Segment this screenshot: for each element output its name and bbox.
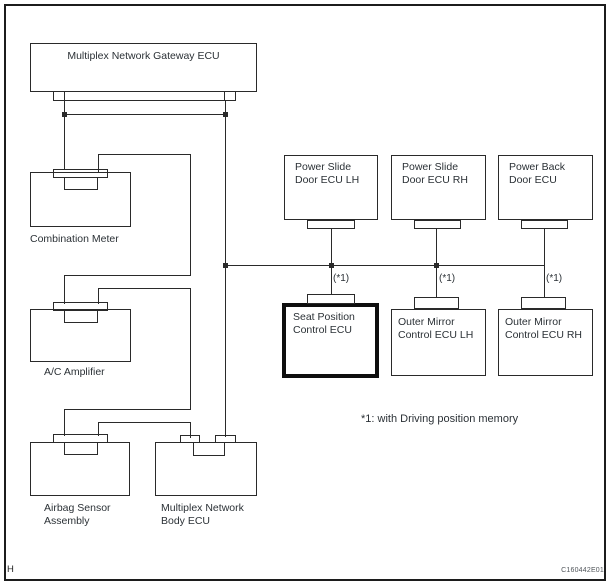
seat-position-label xyxy=(293,311,355,337)
power-back-label xyxy=(509,161,565,187)
combination-meter-terminal xyxy=(64,177,98,190)
mirror-lh-label-line1: Outer Mirror xyxy=(398,316,455,328)
wire-airbag-in-drop xyxy=(64,409,65,436)
body-ecu-label xyxy=(161,502,244,528)
power-slide-lh-label-line2: Door ECU LH xyxy=(295,174,360,186)
airbag-sensor-label xyxy=(44,502,111,528)
junction-dot xyxy=(329,263,334,268)
junction-dot xyxy=(223,112,228,117)
bus-under-gateway xyxy=(64,114,226,115)
power-back-label-line2: Door ECU xyxy=(509,174,557,186)
wire-airbag-out-run xyxy=(98,422,191,423)
wire-slide-lh-to-seat xyxy=(331,229,332,295)
mirror-rh-label-line1: Outer Mirror xyxy=(505,316,562,328)
airbag-sensor-label-line1: Airbag Sensor xyxy=(44,502,111,514)
power-slide-rh-label-line2: Door ECU RH xyxy=(402,174,468,186)
wire-ac-out-run xyxy=(98,288,191,289)
page-marker: H xyxy=(7,564,14,575)
combination-meter-label: Combination Meter xyxy=(30,233,119,245)
footnote-driving-position-memory: *1: with Driving position memory xyxy=(361,413,519,425)
mirror-lh-connector xyxy=(414,297,459,309)
junction-dot xyxy=(223,263,228,268)
seat-position-connector xyxy=(307,294,355,304)
power-slide-lh-connector xyxy=(307,220,355,229)
wire-tag-asterisk1: (*1) xyxy=(439,273,456,284)
main-bus-line xyxy=(225,265,545,266)
gateway-terminal-right xyxy=(224,91,236,101)
wire-meter-out-run xyxy=(98,154,191,155)
ac-amplifier-terminal xyxy=(64,310,98,323)
power-slide-rh-connector xyxy=(414,220,461,229)
gateway-connector-strip xyxy=(53,91,236,101)
ac-amplifier-label: A/C Amplifier xyxy=(44,366,105,378)
power-back-connector xyxy=(521,220,568,229)
junction-dot xyxy=(434,263,439,268)
gateway-ecu-label: Multiplex Network Gateway ECU xyxy=(67,50,220,62)
wire-airbag-out-riser xyxy=(98,422,99,436)
mirror-rh-connector xyxy=(521,297,566,309)
airbag-sensor-label-line2: Assembly xyxy=(44,515,90,527)
mirror-lh-label xyxy=(398,316,473,342)
power-slide-rh-label-line1: Power Slide xyxy=(402,161,459,173)
power-slide-lh-label xyxy=(295,161,359,187)
wire-meter-to-ac-drop xyxy=(190,154,191,275)
wire-back-door-to-mirror-rh xyxy=(544,229,545,298)
wire-tag-asterisk1: (*1) xyxy=(333,273,350,284)
power-slide-lh-label-line1: Power Slide xyxy=(295,161,352,173)
wire-meter-out-riser xyxy=(98,154,99,173)
wire-tag-asterisk1: (*1) xyxy=(546,273,563,284)
wire-ac-in-run xyxy=(64,275,191,276)
mirror-rh-label xyxy=(505,316,582,342)
wire-airbag-in-run xyxy=(64,409,191,410)
body-ecu-label-line1: Multiplex Network xyxy=(161,502,244,514)
wire-gateway-to-body-ecu xyxy=(225,101,226,437)
power-back-label-line1: Power Back xyxy=(509,161,566,173)
wire-ac-to-airbag-drop xyxy=(190,288,191,409)
wire-ac-in-drop xyxy=(64,275,65,304)
junction-dot xyxy=(62,112,67,117)
wire-to-body-ecu-left xyxy=(190,422,191,438)
figure-code: C160442E01 xyxy=(561,567,604,574)
mirror-lh-label-line2: Control ECU LH xyxy=(398,329,474,341)
seat-position-label-line1: Seat Position xyxy=(293,311,355,323)
mirror-rh-label-line2: Control ECU RH xyxy=(505,329,583,341)
seat-position-label-line2: Control ECU xyxy=(293,324,352,336)
wire-ac-out-riser xyxy=(98,288,99,304)
airbag-terminal xyxy=(64,442,98,455)
body-ecu-terminal xyxy=(193,442,225,456)
power-slide-rh-label xyxy=(402,161,468,187)
body-ecu-label-line2: Body ECU xyxy=(161,515,211,527)
gateway-terminal-left xyxy=(53,91,65,101)
